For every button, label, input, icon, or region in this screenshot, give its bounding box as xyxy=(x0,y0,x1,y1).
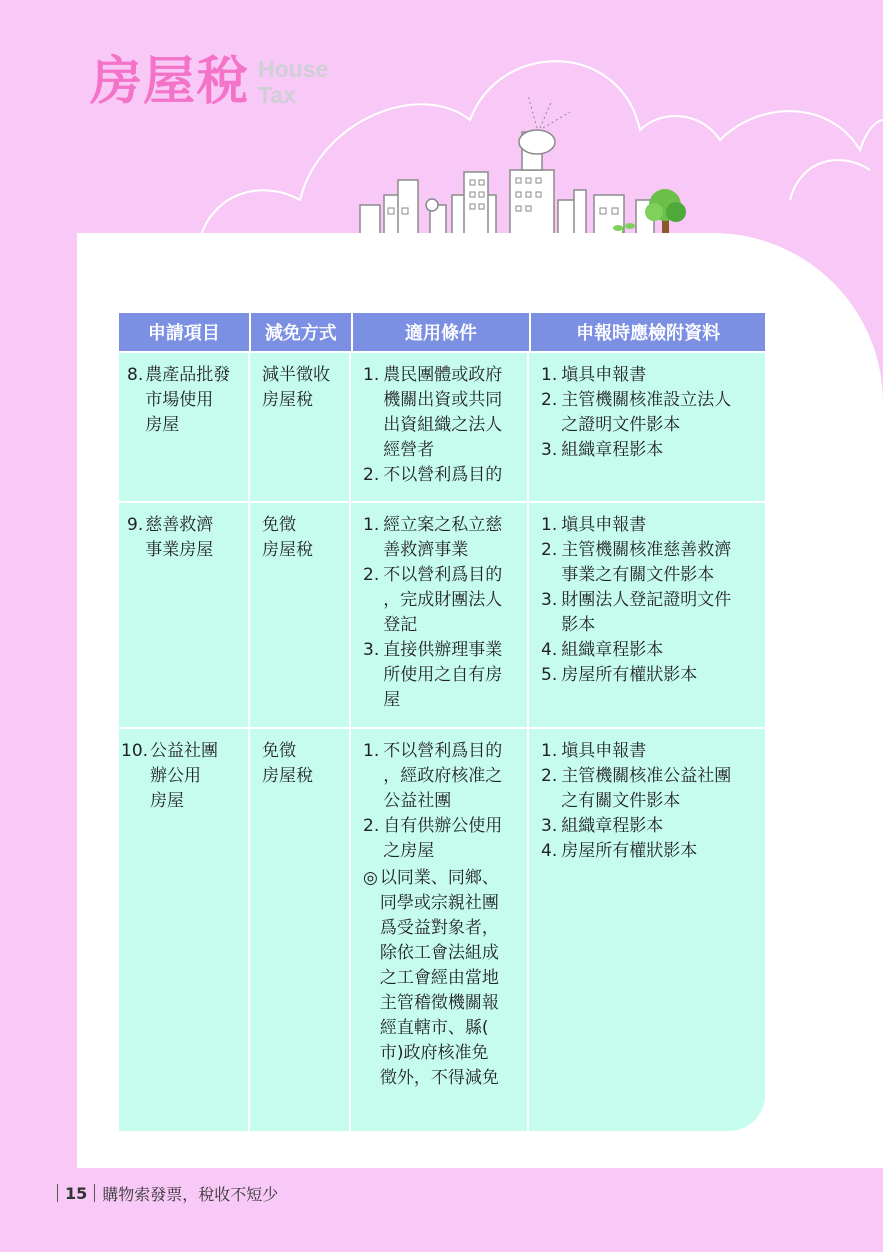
document-item: 3. 組織章程影本 xyxy=(541,440,664,460)
item-cell xyxy=(119,503,250,727)
tax-exemption-table xyxy=(119,313,765,1131)
conditions-cell xyxy=(351,353,529,501)
city-skyline-illustration xyxy=(0,0,883,250)
method-text: 免徵 房屋稅 xyxy=(262,741,313,786)
header-application-item: 申請項目 xyxy=(119,313,251,351)
item-cell xyxy=(119,353,250,501)
item-text: 慈善救濟 事業房屋 xyxy=(145,515,214,560)
method-cell xyxy=(250,729,351,1131)
table-row xyxy=(119,351,765,501)
page-number: 15 xyxy=(65,1183,88,1203)
footer-divider xyxy=(94,1184,95,1202)
item-number: 8. xyxy=(127,365,144,385)
condition-item: 1. 經立案之私立慈 善救濟事業 xyxy=(363,515,503,560)
documents-cell xyxy=(529,353,765,501)
condition-item: 2. 不以營利爲目的 xyxy=(363,465,503,485)
header-conditions: 適用條件 xyxy=(353,313,531,351)
item-cell xyxy=(119,729,250,1131)
condition-item: 2. 自有供辦公使用 之房屋 xyxy=(363,816,503,861)
document-item: 3. 財團法人登記證明文件 影本 xyxy=(541,590,732,635)
header-required-documents: 申報時應檢附資料 xyxy=(531,313,765,351)
header-reduction-method: 減免方式 xyxy=(251,313,353,351)
document-item: 1. 塡具申報書 xyxy=(541,515,647,535)
method-cell xyxy=(250,503,351,727)
table-header-row xyxy=(119,313,765,351)
item-number: 9. xyxy=(127,515,144,535)
item-number: 10. xyxy=(121,741,149,761)
condition-item: 1. 不以營利爲目的 ，經政府核准之 公益社團 xyxy=(363,741,503,811)
table-row xyxy=(119,501,765,727)
documents-cell xyxy=(529,503,765,727)
document-item: 1. 塡具申報書 xyxy=(541,741,647,761)
document-item: 2. 主管機關核准慈善救濟 事業之有關文件影本 xyxy=(541,540,732,585)
condition-item: 1. 農民團體或政府 機關出資或共同 出資組織之法人 經營者 xyxy=(363,365,503,460)
document-item: 3. 組織章程影本 xyxy=(541,816,664,836)
item-text: 公益社團 辦公用 房屋 xyxy=(150,741,219,811)
conditions-cell xyxy=(351,503,529,727)
item-text: 農產品批發 市場使用 房屋 xyxy=(145,365,231,435)
subtitle-line-2: Tax xyxy=(258,82,296,108)
condition-note: ◎ 以同業、同鄉、 同學或宗親社團 爲受益對象者， 除依工會法組成 之工會經由當地 主管稽徵機關報 經直轄市、縣( 市)政府核准免 徵外，不得減免 xyxy=(363,868,499,1088)
document-item: 2. 主管機關核准設立法人 之證明文件影本 xyxy=(541,390,732,435)
documents-cell xyxy=(529,729,765,1131)
document-item: 4. 組織章程影本 xyxy=(541,640,664,660)
conditions-cell xyxy=(351,729,529,1131)
document-item: 1. 塡具申報書 xyxy=(541,365,647,385)
method-text: 減半徵收 房屋稅 xyxy=(262,365,330,410)
footer-slogan: 購物索發票，稅收不短少 xyxy=(102,1184,279,1204)
page-title: 房屋稅 xyxy=(90,52,250,112)
document-item: 5. 房屋所有權狀影本 xyxy=(541,665,698,685)
method-text: 免徵 房屋稅 xyxy=(262,515,313,560)
subtitle-line-1: House xyxy=(258,56,329,82)
footer-divider xyxy=(57,1184,58,1202)
page-footer xyxy=(50,1181,278,1205)
condition-item: 2. 不以營利爲目的 ，完成財團法人 登記 xyxy=(363,565,503,635)
document-item: 2. 主管機關核准公益社團 之有關文件影本 xyxy=(541,766,732,811)
condition-item: 3. 直接供辦理事業 所使用之自有房 屋 xyxy=(363,640,503,710)
method-cell xyxy=(250,353,351,501)
document-item: 4. 房屋所有權狀影本 xyxy=(541,841,698,861)
table-row xyxy=(119,727,765,1131)
